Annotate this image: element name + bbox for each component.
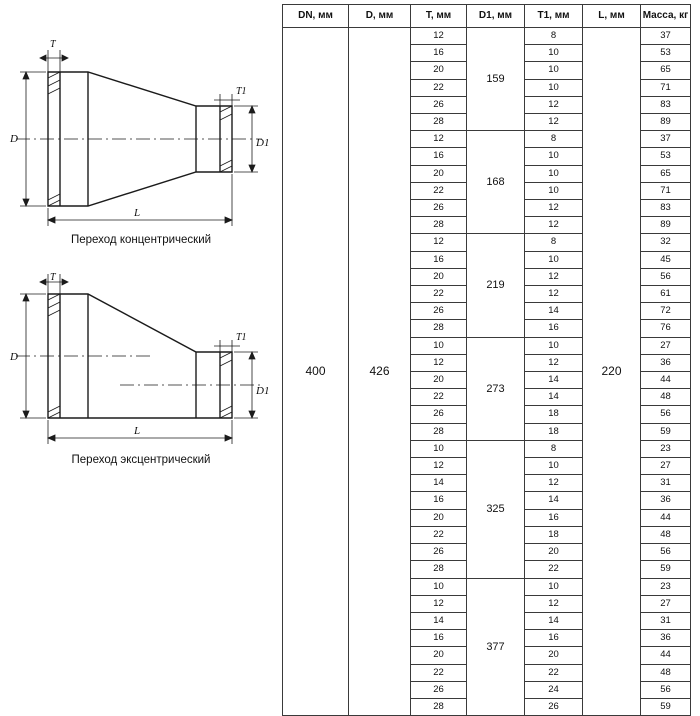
cell-t1: 24: [525, 681, 583, 698]
cell-mass: 56: [641, 406, 691, 423]
cell-mass: 61: [641, 286, 691, 303]
cell-t1: 10: [525, 337, 583, 354]
cell-mass: 44: [641, 372, 691, 389]
cell-t: 22: [411, 182, 467, 199]
cell-mass: 27: [641, 337, 691, 354]
cell-t1: 12: [525, 114, 583, 131]
cell-t1: 14: [525, 389, 583, 406]
cell-t1: 12: [525, 200, 583, 217]
cell-d1: 159: [467, 28, 525, 131]
cell-t: 22: [411, 526, 467, 543]
cell-mass: 31: [641, 475, 691, 492]
label-T-concentric: T: [50, 39, 56, 50]
cell-t1: 10: [525, 45, 583, 62]
cell-t: 12: [411, 458, 467, 475]
cell-l: 220: [583, 28, 641, 716]
cell-t1: 14: [525, 612, 583, 629]
cell-mass: 48: [641, 526, 691, 543]
cell-d1: 273: [467, 337, 525, 440]
cell-mass: 89: [641, 217, 691, 234]
cell-t: 12: [411, 131, 467, 148]
cell-mass: 89: [641, 114, 691, 131]
spec-table-area: [282, 4, 696, 712]
header-d1: D1, мм: [467, 5, 525, 28]
label-D1-eccentric: D1: [256, 385, 270, 397]
cell-t1: 12: [525, 268, 583, 285]
cell-t: 26: [411, 544, 467, 561]
cell-t1: 18: [525, 526, 583, 543]
cell-t1: 14: [525, 372, 583, 389]
cell-t: 26: [411, 303, 467, 320]
cell-mass: 56: [641, 544, 691, 561]
cell-mass: 23: [641, 440, 691, 457]
label-L-concentric: L: [134, 207, 141, 219]
cell-t1: 20: [525, 544, 583, 561]
cell-mass: 71: [641, 79, 691, 96]
header-t1: T1, мм: [525, 5, 583, 28]
cell-t: 20: [411, 509, 467, 526]
header-d: D, мм: [349, 5, 411, 28]
cell-t1: 10: [525, 62, 583, 79]
cell-t1: 10: [525, 182, 583, 199]
cell-mass: 36: [641, 354, 691, 371]
table-row: [283, 28, 691, 45]
cell-mass: 31: [641, 612, 691, 629]
cell-mass: 32: [641, 234, 691, 251]
cell-mass: 65: [641, 165, 691, 182]
cell-t1: 10: [525, 79, 583, 96]
cell-mass: 83: [641, 200, 691, 217]
cell-t: 28: [411, 423, 467, 440]
cell-t1: 16: [525, 630, 583, 647]
header-t: T, мм: [411, 5, 467, 28]
cell-mass: 65: [641, 62, 691, 79]
cell-t: 22: [411, 389, 467, 406]
cell-d1: 219: [467, 234, 525, 337]
cell-mass: 44: [641, 647, 691, 664]
figure-eccentric: [0, 272, 282, 466]
cell-t1: 12: [525, 286, 583, 303]
cell-mass: 45: [641, 251, 691, 268]
cell-t: 22: [411, 286, 467, 303]
cell-mass: 59: [641, 698, 691, 715]
cell-t1: 26: [525, 698, 583, 715]
cell-t: 26: [411, 96, 467, 113]
cell-mass: 36: [641, 492, 691, 509]
cell-t: 26: [411, 681, 467, 698]
cell-mass: 76: [641, 320, 691, 337]
cell-t1: 10: [525, 251, 583, 268]
header-mass: Масса, кг: [641, 5, 691, 28]
cell-t: 28: [411, 114, 467, 131]
cell-t: 12: [411, 234, 467, 251]
cell-t: 10: [411, 337, 467, 354]
label-T1-concentric: T1: [236, 86, 247, 97]
cell-t: 16: [411, 251, 467, 268]
cell-t1: 8: [525, 234, 583, 251]
cell-d: 426: [349, 28, 411, 716]
cell-t: 14: [411, 475, 467, 492]
cell-mass: 48: [641, 664, 691, 681]
cell-t1: 18: [525, 406, 583, 423]
cell-t: 10: [411, 578, 467, 595]
cell-dn: 400: [283, 28, 349, 716]
header-l: L, мм: [583, 5, 641, 28]
cell-mass: 23: [641, 578, 691, 595]
cell-t: 28: [411, 698, 467, 715]
cell-t1: 10: [525, 148, 583, 165]
table-header-row: [283, 5, 691, 28]
cell-t1: 16: [525, 320, 583, 337]
cell-t: 22: [411, 79, 467, 96]
cell-mass: 71: [641, 182, 691, 199]
cell-t1: 22: [525, 664, 583, 681]
cell-mass: 59: [641, 561, 691, 578]
cell-d1: 325: [467, 440, 525, 578]
cell-t: 20: [411, 165, 467, 182]
cell-t1: 12: [525, 354, 583, 371]
cell-t1: 8: [525, 131, 583, 148]
cell-t: 16: [411, 492, 467, 509]
cell-t1: 8: [525, 440, 583, 457]
cell-t1: 12: [525, 96, 583, 113]
label-L-eccentric: L: [134, 425, 141, 437]
concentric-drawing: [0, 34, 282, 234]
eccentric-drawing: [0, 272, 282, 462]
cell-t: 16: [411, 630, 467, 647]
cell-mass: 53: [641, 148, 691, 165]
cell-t: 20: [411, 268, 467, 285]
header-dn: DN, мм: [283, 5, 349, 28]
cell-t1: 10: [525, 458, 583, 475]
cell-t1: 22: [525, 561, 583, 578]
label-D-eccentric: D: [10, 351, 18, 363]
cell-t: 16: [411, 148, 467, 165]
cell-t1: 20: [525, 647, 583, 664]
cell-d1: 168: [467, 131, 525, 234]
caption-eccentric: Переход эксцентрический: [71, 454, 211, 466]
cell-t: 28: [411, 320, 467, 337]
table-body: [283, 28, 691, 716]
cell-mass: 27: [641, 595, 691, 612]
cell-t: 26: [411, 200, 467, 217]
cell-t1: 12: [525, 475, 583, 492]
cell-t1: 10: [525, 165, 583, 182]
cell-mass: 59: [641, 423, 691, 440]
cell-t: 20: [411, 372, 467, 389]
cell-t1: 18: [525, 423, 583, 440]
cell-t: 26: [411, 406, 467, 423]
cell-mass: 48: [641, 389, 691, 406]
cell-mass: 83: [641, 96, 691, 113]
cell-mass: 27: [641, 458, 691, 475]
cell-t: 12: [411, 28, 467, 45]
cell-mass: 56: [641, 681, 691, 698]
label-T1-eccentric: T1: [236, 332, 247, 343]
cell-t1: 10: [525, 578, 583, 595]
cell-t: 20: [411, 647, 467, 664]
label-D1-concentric: D1: [256, 137, 270, 149]
cell-t1: 16: [525, 509, 583, 526]
cell-t: 28: [411, 217, 467, 234]
cell-t: 22: [411, 664, 467, 681]
cell-t1: 8: [525, 28, 583, 45]
cell-t1: 12: [525, 217, 583, 234]
figure-concentric: [0, 34, 282, 246]
cell-t: 12: [411, 354, 467, 371]
cell-mass: 37: [641, 131, 691, 148]
cell-t: 14: [411, 612, 467, 629]
label-T-eccentric: T: [50, 272, 56, 283]
cell-mass: 53: [641, 45, 691, 62]
cell-t: 10: [411, 440, 467, 457]
label-D-concentric: D: [10, 133, 18, 145]
cell-mass: 36: [641, 630, 691, 647]
drawings-panel: [0, 0, 282, 524]
cell-t: 28: [411, 561, 467, 578]
cell-t1: 14: [525, 492, 583, 509]
cell-t: 16: [411, 45, 467, 62]
cell-mass: 72: [641, 303, 691, 320]
caption-concentric: Переход концентрический: [70, 234, 212, 246]
cell-t1: 14: [525, 303, 583, 320]
spec-table: [282, 4, 691, 716]
cell-mass: 37: [641, 28, 691, 45]
cell-t: 20: [411, 62, 467, 79]
cell-t1: 12: [525, 595, 583, 612]
cell-t: 12: [411, 595, 467, 612]
cell-mass: 44: [641, 509, 691, 526]
cell-d1: 377: [467, 578, 525, 716]
cell-mass: 56: [641, 268, 691, 285]
